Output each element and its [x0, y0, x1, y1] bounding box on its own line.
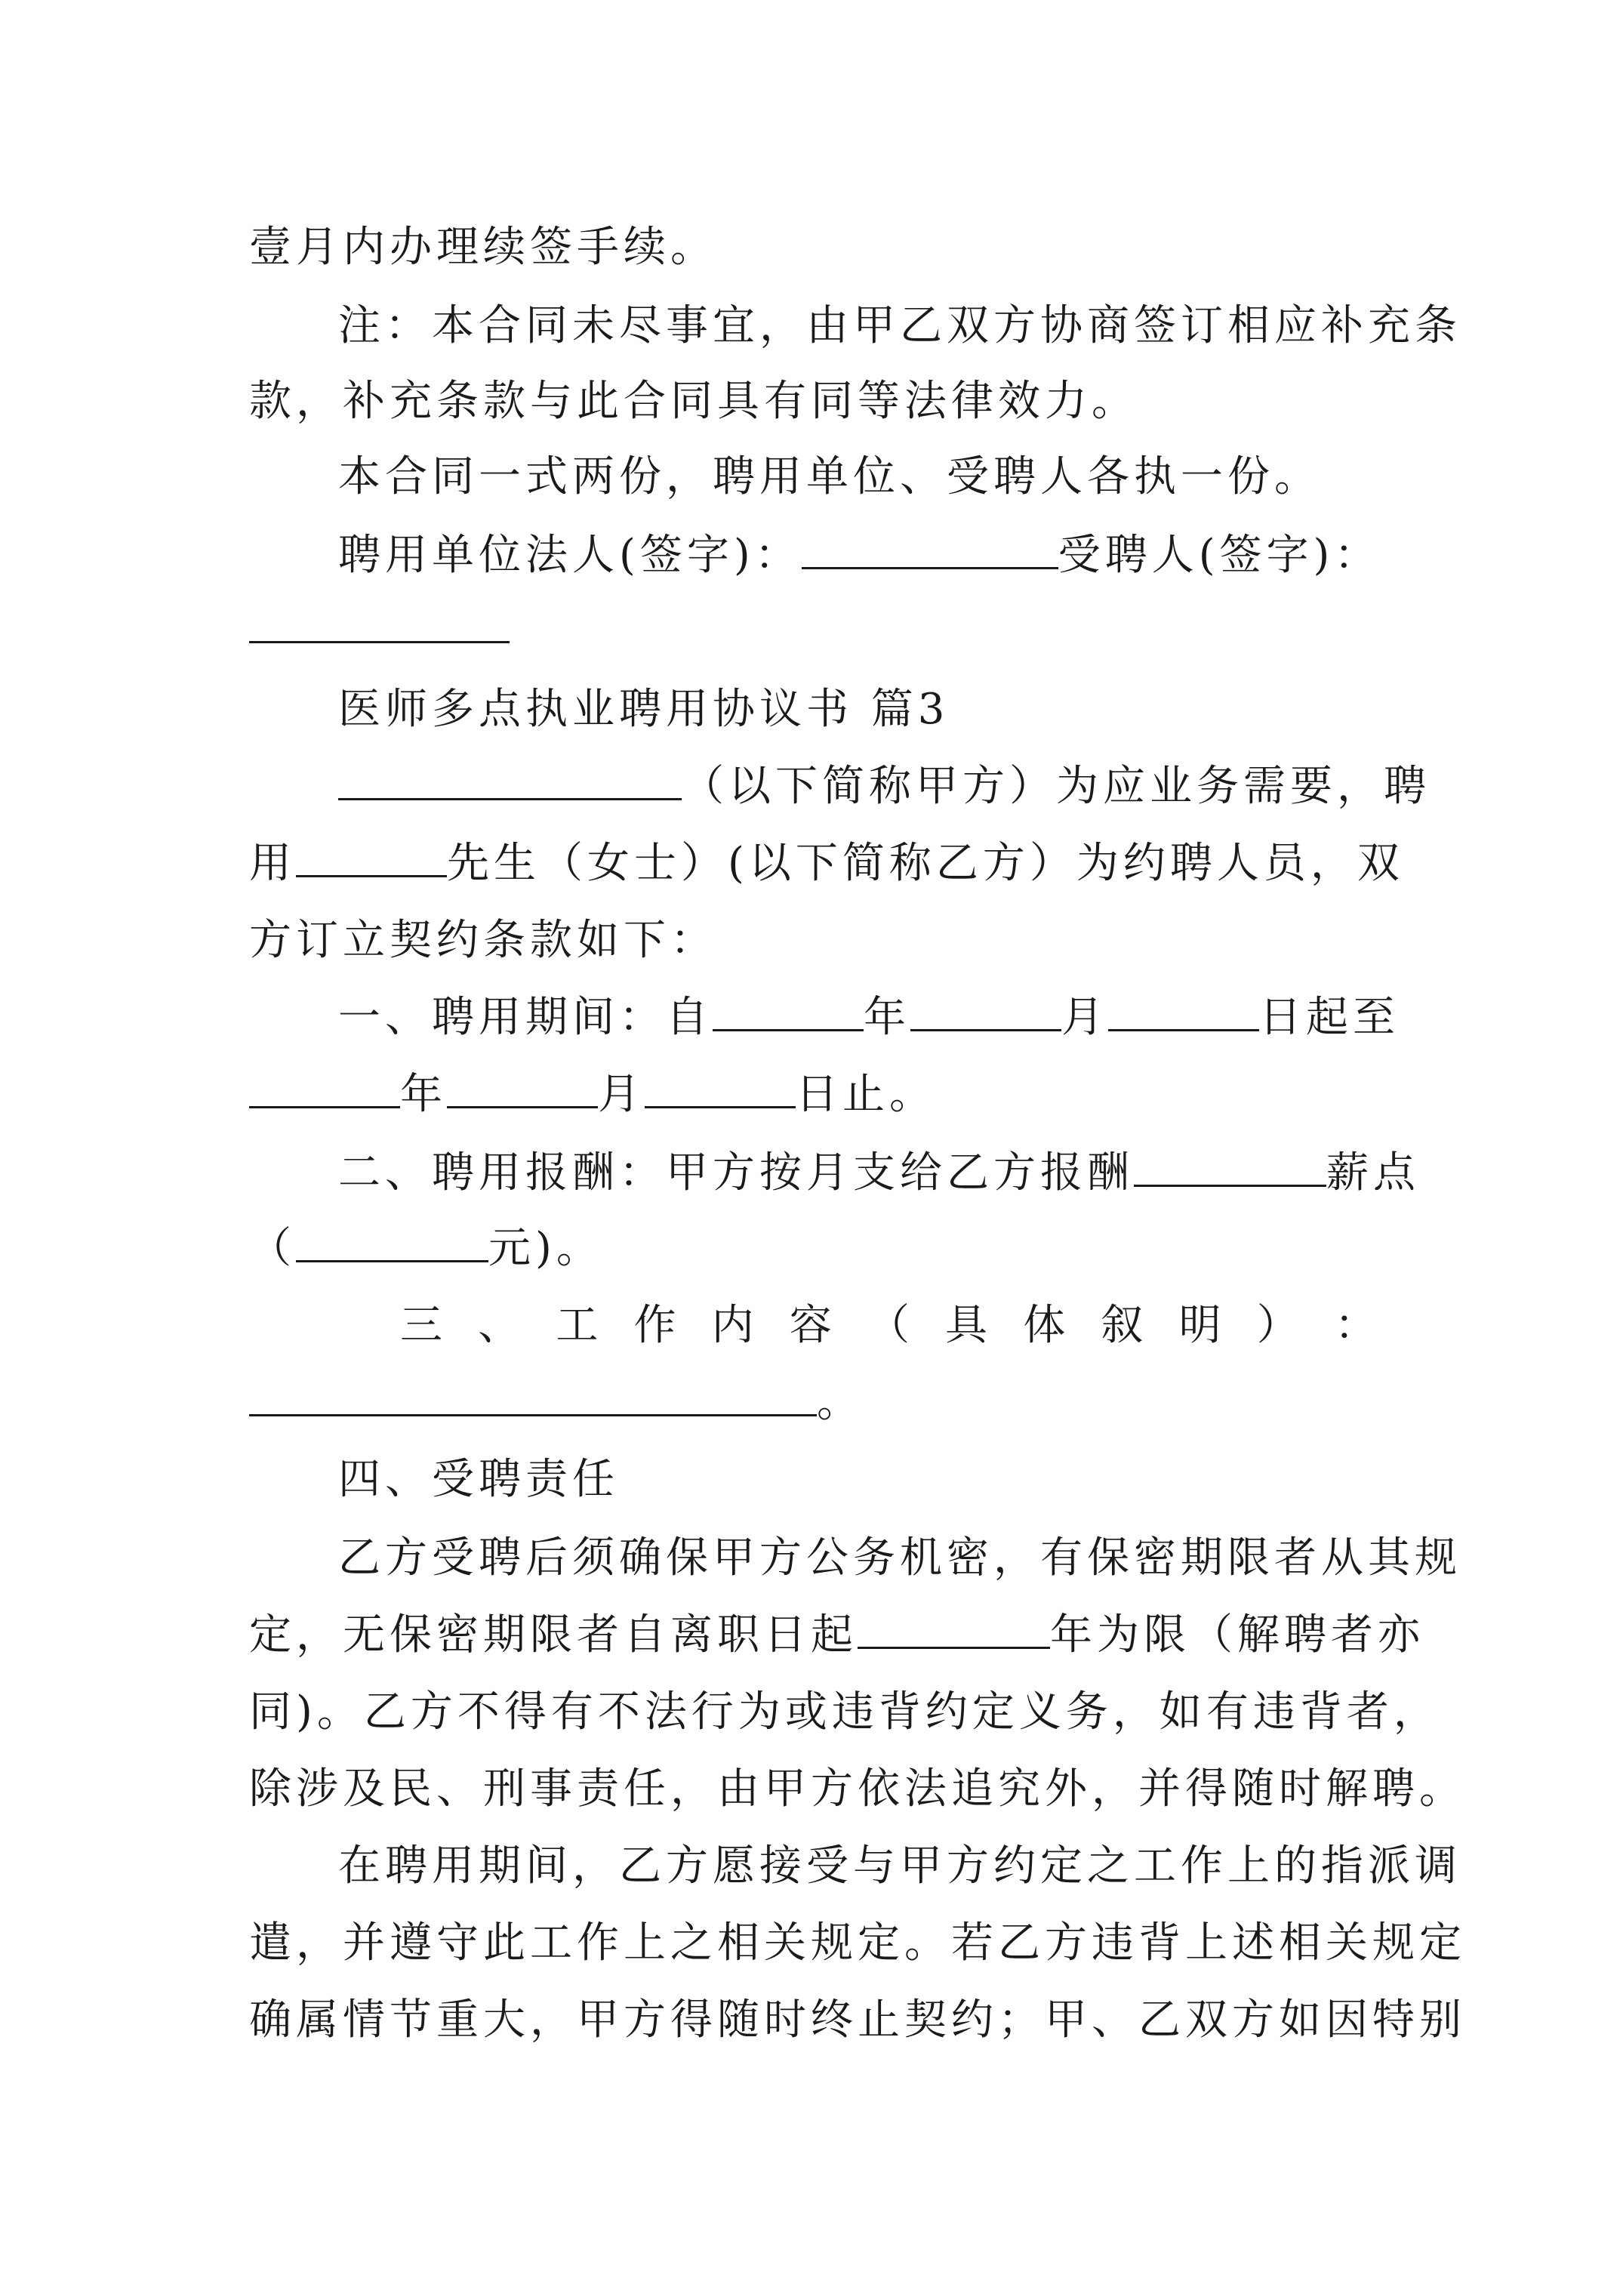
- work-content-char: 内: [711, 1301, 759, 1350]
- year-label: 年: [400, 1070, 447, 1119]
- note-line: 注：本合同未尽事宜，由甲乙双方协商签订相应补充条: [338, 301, 1461, 350]
- pay-unit: 薪点: [1326, 1148, 1420, 1197]
- work-content-char: 、: [478, 1301, 525, 1350]
- year-label: 年: [864, 993, 910, 1042]
- paragraph-line: 壹月内办理续签手续。: [249, 223, 717, 272]
- assign-line: 遣，并遵守此工作上之相关规定。若乙方违背上述相关规定: [249, 1918, 1466, 1968]
- signature-employee-line: [249, 603, 1381, 657]
- work-content-line: [400, 1299, 1381, 1353]
- month-blank: [910, 991, 1061, 1031]
- work-content-char: 叙: [1101, 1301, 1148, 1350]
- month-label: 月: [598, 1070, 645, 1119]
- duty-line: 除涉及民、刑事责任，由甲方依法追究外，并得随时解聘。: [249, 1764, 1466, 1814]
- day-blank: [1108, 991, 1259, 1031]
- section-title: 医师多点执业聘用协议书 篇3: [338, 685, 950, 734]
- party-b-blank: [296, 837, 447, 877]
- pay-amount-blank: [296, 1222, 488, 1262]
- term-line: [338, 991, 1400, 1045]
- work-content-char: 工: [556, 1301, 603, 1350]
- day-blank: [645, 1068, 796, 1108]
- work-content-char: 作: [633, 1301, 681, 1350]
- intro-line: [249, 837, 1404, 891]
- signature-unit-label: 聘用单位法人(签字)：: [338, 531, 802, 580]
- intro-line: 方订立契约条款如下：: [249, 916, 717, 965]
- signature-line: [338, 529, 1381, 583]
- work-content-char: 具: [945, 1301, 993, 1350]
- work-content-char: 明: [1178, 1301, 1226, 1350]
- duty-line: 乙方受聘后须确保甲方公务机密，有保密期限者从其规: [338, 1533, 1461, 1583]
- year-blank: [249, 1068, 400, 1108]
- duty-line: 同)。乙方不得有不法行为或违背约定义务，如有违背者，: [249, 1687, 1440, 1737]
- party-a-blank: [338, 760, 682, 800]
- term-line: [249, 1068, 1381, 1122]
- work-content-blank: [249, 1376, 817, 1416]
- confidential-years-blank: [858, 1609, 1050, 1649]
- month-blank: [447, 1068, 598, 1108]
- work-content-char: 容: [789, 1301, 836, 1350]
- duty-line: [249, 1608, 1424, 1663]
- work-content-blank-line: [249, 1376, 1381, 1430]
- signature-employee-label: 受聘人(签字)：: [1058, 531, 1381, 580]
- note-line: 款，补充条款与此合同具有同等法律效力。: [249, 377, 1138, 426]
- pay-line: [249, 1222, 1381, 1276]
- assign-line: 在聘用期间，乙方愿接受与甲方约定之工作上的指派调: [338, 1841, 1461, 1891]
- work-content-char: 体: [1023, 1301, 1070, 1350]
- signature-unit-blank: [802, 529, 1058, 569]
- duty-text: 年为限（解聘者亦: [1050, 1610, 1424, 1660]
- month-label: 月: [1061, 993, 1108, 1042]
- work-content-char: （: [867, 1301, 914, 1350]
- pay-blank: [1134, 1147, 1326, 1187]
- pay-close: 元)。: [488, 1224, 603, 1273]
- assign-line: 确属情节重大，甲方得随时终止契约；甲、乙双方如因特别: [249, 1996, 1466, 2045]
- pay-open: （: [249, 1224, 296, 1273]
- copies-line: 本合同一式两份，聘用单位、受聘人各执一份。: [338, 452, 1321, 501]
- intro-text: 用: [249, 839, 296, 888]
- day-label: 日起至: [1259, 993, 1400, 1042]
- intro-text: 先生（女士）(以下简称乙方）为约聘人员，双: [447, 839, 1404, 888]
- work-content-char: 三: [400, 1301, 447, 1350]
- intro-text: （以下简称甲方）为应业务需要，聘: [682, 762, 1431, 811]
- duty-text: 定，无保密期限者自离职日起: [249, 1610, 858, 1660]
- day-label: 日止。: [796, 1070, 936, 1119]
- term-label: 一、聘用期间：自: [338, 993, 713, 1042]
- year-blank: [713, 991, 864, 1031]
- work-content-char: ）: [1256, 1301, 1304, 1350]
- work-content-end: 。: [817, 1378, 864, 1427]
- signature-employee-blank: [249, 603, 510, 643]
- intro-line: [338, 760, 1431, 814]
- pay-line: [338, 1146, 1420, 1200]
- duty-title: 四、受聘责任: [338, 1455, 619, 1504]
- work-content-char: ：: [1334, 1301, 1381, 1350]
- pay-label: 二、聘用报酬：甲方按月支给乙方报酬: [338, 1148, 1134, 1197]
